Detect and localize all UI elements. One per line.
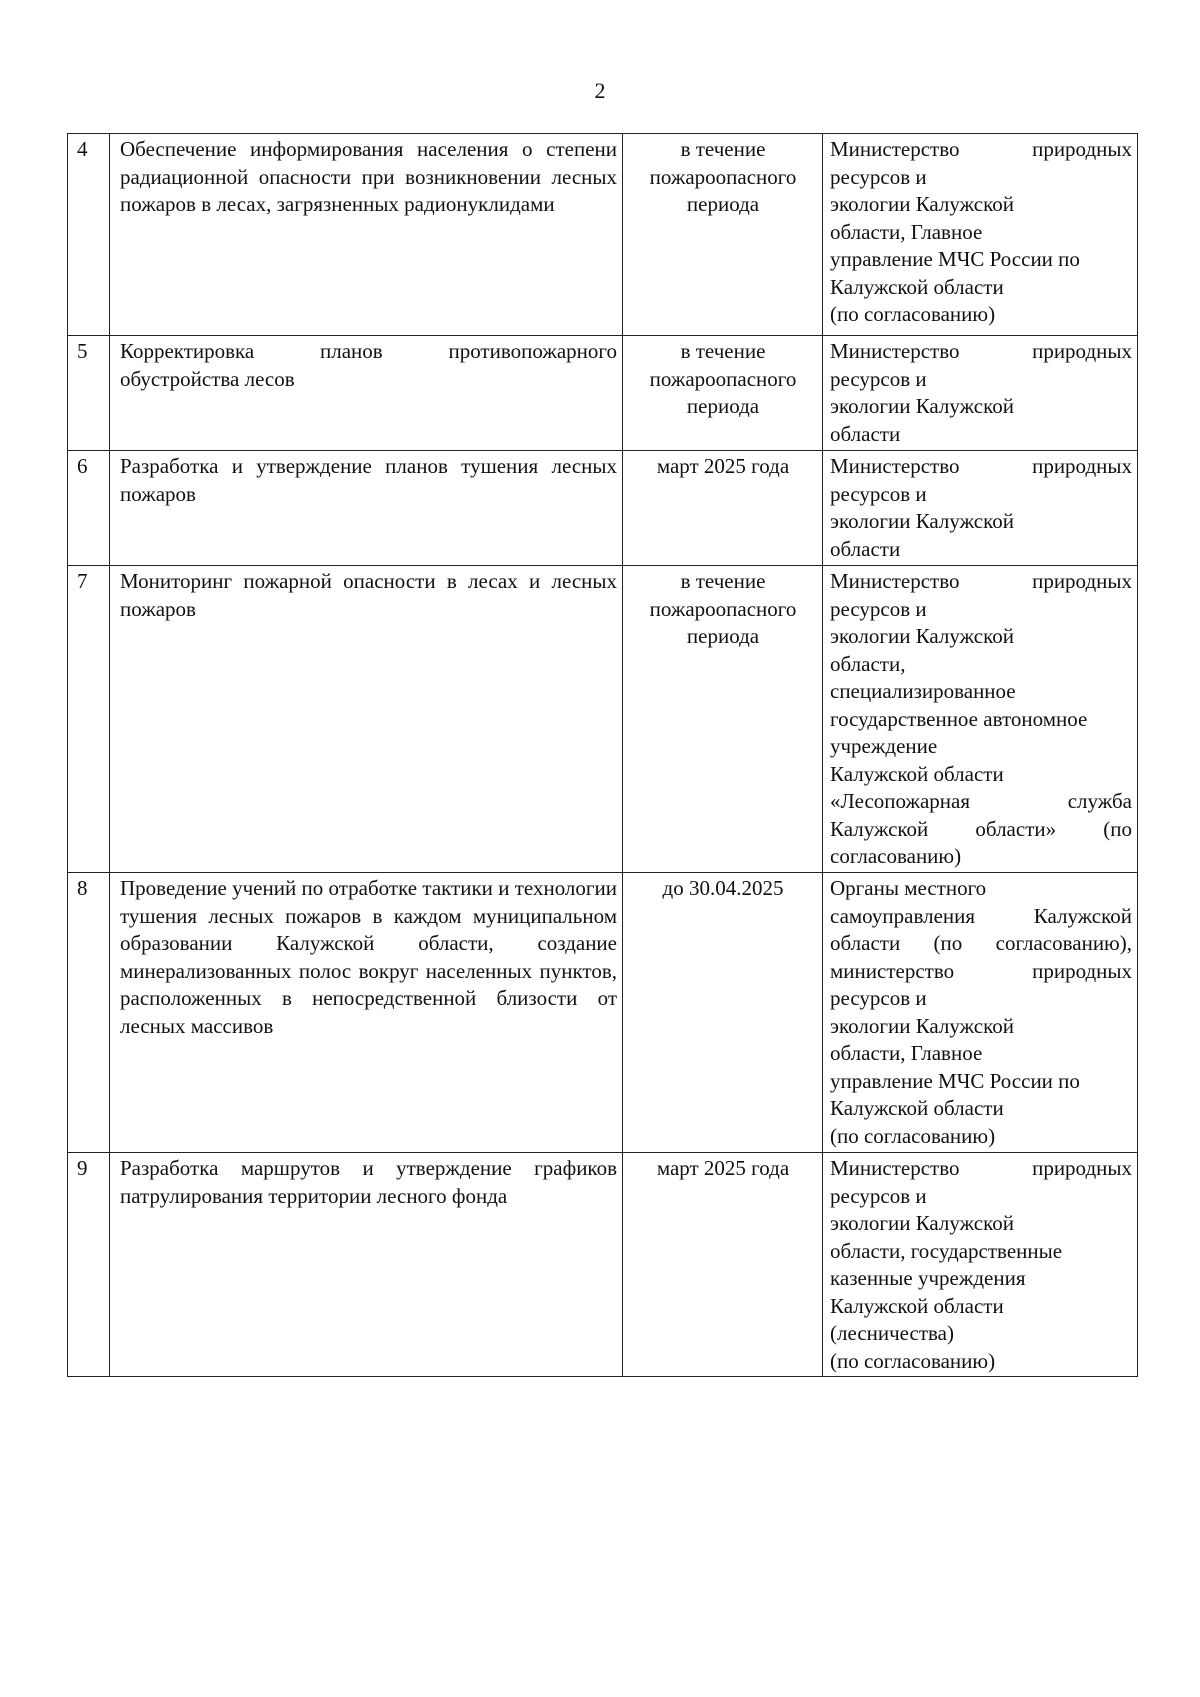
page-number: 2 (594, 78, 606, 103)
responsible-cell: Министерство природных ресурсов и экологии Калужской области (823, 336, 1138, 451)
term-cell: в течение пожароопасного периода (623, 134, 823, 336)
activity-cell: Мониторинг пожарной опасности в лесах и лесных пожаров (110, 566, 623, 873)
row-number: 6 (68, 451, 110, 566)
responsible-cell: Министерство природных ресурсов и экологии Калужской области, государственные казенные учреждения Калужской области (лесничества) (по согласованию) (823, 1153, 1138, 1377)
activity-cell: Разработка и утверждение планов тушения лесных пожаров (110, 451, 623, 566)
row-number: 4 (68, 134, 110, 336)
table-row (68, 451, 1138, 566)
table-row (68, 336, 1138, 451)
activity-cell: Разработка маршрутов и утверждение графиков патрулирования территории лесного фонда (110, 1153, 623, 1377)
responsible-cell: Министерство природных ресурсов и экологии Калужской области (823, 451, 1138, 566)
row-number: 5 (68, 336, 110, 451)
term-cell: март 2025 года (623, 451, 823, 566)
responsible-cell: Министерство природных ресурсов и экологии Калужской области, специализированное государственное автономное учреждение Калужской области «Лесопожарная служба Калужской области» (по согласованию) (823, 566, 1138, 873)
table-row (68, 566, 1138, 873)
activity-cell: Проведение учений по отработке тактики и технологии тушения лесных пожаров в каждом муниципальном образовании Калужской области, создание минерализованных полос вокруг населенных пунктов, расположенных в непосредственной близости от лесных массивов (110, 873, 623, 1153)
term-cell: до 30.04.2025 (623, 873, 823, 1153)
table-row (68, 1153, 1138, 1377)
measures-table (67, 133, 1138, 1377)
responsible-cell: Министерство природных ресурсов и экологии Калужской области, Главное управление МЧС России по Калужской области (по согласованию) (823, 134, 1138, 336)
row-number: 8 (68, 873, 110, 1153)
row-number: 9 (68, 1153, 110, 1377)
term-cell: март 2025 года (623, 1153, 823, 1377)
term-cell: в течение пожароопасного периода (623, 336, 823, 451)
activity-cell: Обеспечение информирования населения о степени радиационной опасности при возникновении лесных пожаров в лесах, загрязненных радионуклидами (110, 134, 623, 336)
term-cell: в течение пожароопасного периода (623, 566, 823, 873)
table-row (68, 134, 1138, 336)
row-number: 7 (68, 566, 110, 873)
table-row (68, 873, 1138, 1153)
activity-cell: Корректировка планов противопожарного обустройства лесов (110, 336, 623, 451)
responsible-cell: Органы местного самоуправления Калужской области (по согласованию), министерство природных ресурсов и экологии Калужской области, Главное управление МЧС России по Калужской области (по согласованию) (823, 873, 1138, 1153)
